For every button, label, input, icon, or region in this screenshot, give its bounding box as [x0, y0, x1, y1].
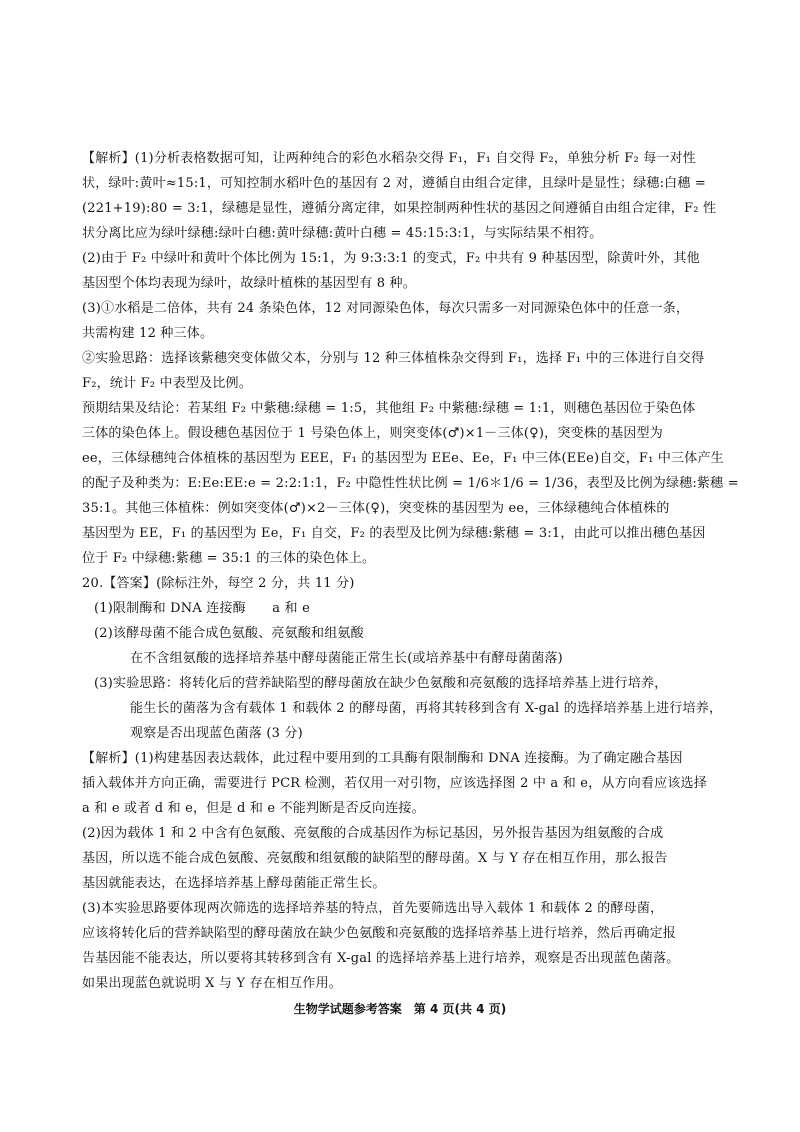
text-line: 插入载体并方向正确，需要进行 PCR 检测，若仅用一对引物，应该选择图 2 中 a 和 e，从方向看应该选择 — [82, 776, 707, 791]
text-line: (3)本实验思路要体现两次筛选的选择培养基的特点，首先要筛选出导入载体 1 和载体 2 的酵母菌， — [82, 901, 664, 916]
analysis-20-part3 — [82, 896, 722, 996]
text-line: 基因就能表达，在选择培养基上酵母菌能正常生长。 — [82, 876, 386, 891]
text-line: 基因型个体均表现为绿叶，故绿叶植株的基因型有 8 种。 — [82, 276, 416, 291]
text-line: 基因，所以选不能合成色氨酸、亮氨酸和组氨酸的缺陷型的酵母菌。X 与 Y 存在相互作用，那么报告 — [82, 851, 668, 866]
text-line: 如果出现蓝色就说明 X 与 Y 存在相互作用。 — [82, 976, 342, 991]
question-20-answer — [82, 571, 722, 746]
analysis-19-part3 — [82, 296, 722, 346]
text-line: F₂，统计 F₂ 中表型及比例。 — [82, 376, 252, 391]
text-line: (3)①水稻是二倍体，共有 24 条染色体，12 对同源染色体，每次只需多一对同源染色体中的任意一条， — [82, 301, 690, 316]
text-line: (2)由于 F₂ 中绿叶和黄叶个体比例为 15:1，为 9:3:3:1 的变式，F₂ 中共有 9 种基因型，除黄叶外，其他 — [82, 251, 700, 266]
text-line: 三体的染色体上。假设穗色基因位于 1 号染色体上，则突变体(♂)×1－三体(♀)，突变株的基因型为 — [82, 426, 663, 441]
text-line: (2)因为载体 1 和 2 中含有色氨酸、亮氨酸的合成基因作为标记基因，另外报告基因为组氨酸的合成 — [82, 826, 664, 841]
analysis-19-experiment — [82, 346, 722, 396]
analysis-19-prediction — [82, 396, 739, 571]
text-line: 状，绿叶:黄叶≈15:1，可知控制水稻叶色的基因有 2 对，遵循自由组合定律，且绿叶是显性；绿穗:白穗 = — [82, 176, 707, 191]
answer-item-3: (3)实验思路：将转化后的营养缺陷型的酵母菌放在缺少色氨酸和亮氨酸的选择培养基上进行培养， — [94, 676, 668, 691]
analysis-20-part2 — [82, 821, 722, 896]
answer-header: 20.【答案】(除标注外，每空 2 分，共 11 分) — [82, 576, 355, 591]
text-line: 状分离比应为绿叶绿穗:绿叶白穗:黄叶绿穗:黄叶白穗 = 45:15:3:1，与实际结果不相符。 — [82, 226, 603, 241]
page-footer: 生物学试题参考答案 第 4 页(共 4 页) — [293, 1002, 507, 1016]
text-line: 的配子及种类为：E:Ee:EE:e = 2:2:1:1，F₂ 中隐性性状比例 = 1/6＊1/6 = 1/36，表型及比例为绿穗:紫穗 = — [82, 476, 739, 491]
answer-item-2-continued: 在不含组氨酸的选择培养基中酵母菌能正常生长(或培养基中有酵母菌菌落) — [130, 651, 563, 666]
text-line: 共需构建 12 种三体。 — [82, 326, 214, 341]
text-line: 应该将转化后的营养缺陷型的酵母菌放在缺少色氨酸和亮氨酸的选择培养基上进行培养，然后再确定报 — [82, 926, 677, 941]
text-line: 预期结果及结论：若某组 F₂ 中紫穗:绿穗 = 1:5，其他组 F₂ 中紫穗:绿穗 = 1:1，则穗色基因位于染色体 — [82, 401, 696, 416]
text-line: 【解析】(1)分析表格数据可知，让两种纯合的彩色水稻杂交得 F₁，F₁ 自交得 F₂，单独分析 F₂ 每一对性 — [82, 151, 697, 166]
analysis-19-part2 — [82, 246, 722, 296]
text-line: 基因型为 EE，F₁ 的基因型为 Ee，F₁ 自交，F₂ 的表型及比例为绿穗:紫穗 = 3:1，由此可以推出穗色基因 — [82, 526, 706, 541]
answer-item-3-continued: 观察是否出现蓝色菌落 (3 分) — [130, 726, 303, 741]
text-line: 【解析】(1)构建基因表达载体，此过程中要用到的工具酶有限制酶和 DNA 连接酶。为了确定融合基因 — [82, 751, 683, 766]
analysis-19-part1 — [82, 146, 722, 246]
text-line: a 和 e 或者 d 和 e，但是 d 和 e 不能判断是否反向连接。 — [82, 801, 425, 816]
answer-item-1: (1)限制酶和 DNA 连接酶 a 和 e — [94, 601, 310, 616]
text-line: ②实验思路：选择该紫穗突变体做父本，分别与 12 种三体植株杂交得到 F₁，选择 F₁ 中的三体进行自交得 — [82, 351, 705, 366]
answer-item-3-continued: 能生长的菌落为含有载体 1 和载体 2 的酵母菌，再将其转移到含有 X-gal 的选择培养基上进行培养， — [130, 701, 723, 716]
text-line: ee，三体绿穗纯合体植株的基因型为 EEE，F₁ 的基因型为 EEe、Ee，F₁ 中三体(EEe)自交，F₁ 中三体产生 — [82, 451, 724, 466]
text-line: (221+19):80 = 3:1，绿穗是显性，遵循分离定律，如果控制两种性状的基因之间遵循自由组合定律，F₂ 性 — [82, 201, 717, 216]
text-line: 告基因能不能表达，所以要将其转移到含有 X-gal 的选择培养基上进行培养，观察是否出现蓝色菌落。 — [82, 951, 680, 966]
answer-page — [82, 146, 739, 996]
analysis-20-part1 — [82, 746, 722, 821]
text-line: 位于 F₂ 中绿穗:紫穗 = 35:1 的三体的染色体上。 — [82, 551, 376, 566]
text-line: 35:1。其他三体植株：例如突变体(♂)×2－三体(♀)，突变株的基因型为 ee，三体绿穗纯合体植株的 — [82, 501, 670, 516]
answer-item-2: (2)该酵母菌不能合成色氨酸、亮氨酸和组氨酸 — [94, 626, 364, 641]
